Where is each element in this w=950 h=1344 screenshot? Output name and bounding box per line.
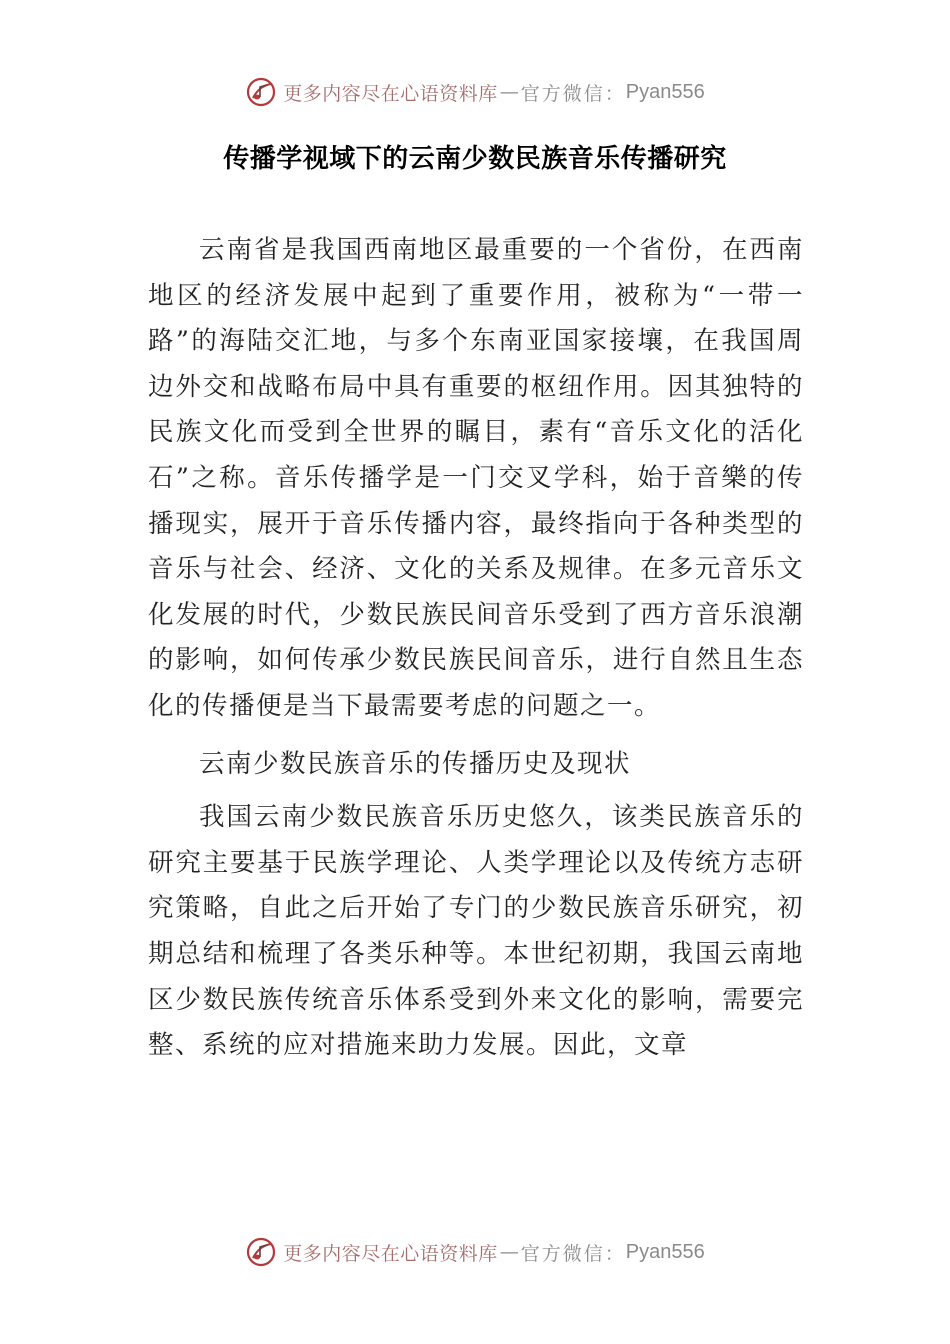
- banner-separator: —: [499, 1241, 519, 1263]
- document-title: 传播学视域下的云南少数民族音乐传播研究: [223, 144, 727, 174]
- banner-main-text: 更多内容尽在心语资料库: [283, 82, 498, 105]
- banner-main-text: 更多内容尽在心语资料库: [283, 1242, 498, 1265]
- banner-separator: —: [499, 81, 519, 103]
- banner-wechat-id: Pyan556: [625, 80, 705, 103]
- banner-wechat-label: 官方微信：: [520, 82, 626, 105]
- header-banner: [0, 72, 950, 112]
- body-paragraph-2: 我国云南少数民族音乐历史悠久，该类民族音乐的研究主要基于民族学理论、人类学理论以及传统方志研究策略，自此之后开始了专门的少数民族音乐研究，初期总结和梳理了各类乐种等。本世纪初期，我国云南地区少数民族传统音乐体系受到外来文化的影响，需要完整、系统的应对措施来助力发展。因此，文章: [148, 802, 804, 1061]
- document-body: [148, 228, 804, 1069]
- music-note-logo-icon: [245, 1236, 277, 1268]
- footer-banner: [0, 1232, 950, 1272]
- section-heading: 云南少数民族音乐的传播历史及现状: [199, 748, 632, 779]
- music-note-logo-icon: [245, 76, 277, 108]
- banner-wechat-label: 官方微信：: [520, 1242, 626, 1265]
- body-paragraph-1: 云南省是我国西南地区最重要的一个省份，在西南地区的经济发展中起到了重要作用，被称为“一带一路”的海陆交汇地，与多个东南亚国家接壤，在我国周边外交和战略布局中具有重要的枢纽作用。因其独特的民族文化而受到全世界的瞩目，素有“音乐文化的活化石”之称。音乐传播学是一门交叉学科，始于音樂的传播现实，展开于音乐传播内容，最终指向于各种类型的音乐与社会、经济、文化的关系及规律。在多元音乐文化发展的时代，少数民族民间音乐受到了西方音乐浪潮的影响，如何传承少数民族民间音乐，进行自然且生态化的传播便是当下最需要考虑的问题之一。: [148, 235, 804, 721]
- banner-wechat-id: Pyan556: [625, 1240, 705, 1263]
